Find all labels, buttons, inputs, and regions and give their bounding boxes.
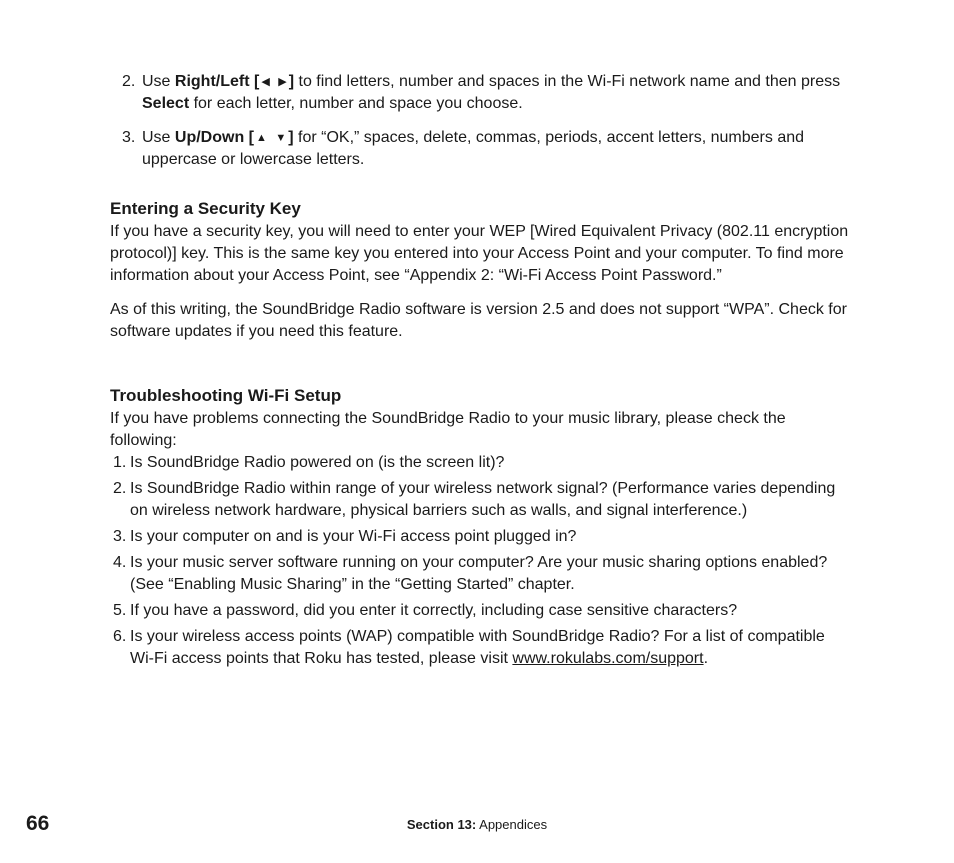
list-item: 6. Is your wireless access points (WAP) compatible with SoundBridge Radio? For a list of compatible Wi-Fi access points that Roku has tested, please visit www.rokulabs.com/support. [113,628,825,667]
step-2: 2. Use Right/Left [ ◀ ▶ ] to find letters, number and spaces in the Wi-Fi network name and then press Select for each letter, number and space you choose. [122,73,841,112]
step-number: 3. [122,129,136,146]
up-arrow-icon: ▲ [256,132,267,144]
right-arrow-icon: ▶ [278,76,287,88]
select-key-label: Select [142,95,190,112]
setup-steps [122,71,842,183]
list-item: 2. Is SoundBridge Radio within range of your wireless network signal? (Performance varies depending on wireless network hardware, physical barriers such as walls, and signal interference.) [113,480,836,519]
paragraph: If you have a security key, you will need to enter your WEP [Wired Equivalent Privacy (802.11 encryption protocol)] key. This is the same key you entered into your Access Point and your computer. To find more information about your Access Point, see “Appendix 2: “Wi-Fi Access Point Password.” [110,223,849,284]
page-footer [0,817,954,832]
section-heading: Entering a Security Key [110,199,301,218]
rokulabs-support-link[interactable]: www.rokulabs.com/support [512,650,704,667]
step-3: 3. Use Up/Down [ ▲ ▼ ] for “OK,” spaces, delete, commas, periods, accent letters, numbers and uppercase or lowercase letters. [122,129,805,168]
troubleshooting-list [110,452,850,670]
step-number: 2. [122,73,136,90]
left-arrow-icon: ◀ [261,76,270,88]
list-item: 4. Is your music server software running on your computer? Are your music sharing options enabled? (See “Enabling Music Sharing” in the “Getting Started” chapter. [113,554,828,593]
troubleshooting-section [110,384,850,674]
down-arrow-icon: ▼ [275,132,287,144]
list-item: 5. If you have a password, did you enter it correctly, including case sensitive characters? [113,602,738,619]
list-item: 1. Is SoundBridge Radio powered on (is the screen lit)? [113,454,505,471]
list-item: 3. Is your computer on and is your Wi-Fi access point plugged in? [113,528,577,545]
paragraph: If you have problems connecting the SoundBridge Radio to your music library, please check the following: [110,410,786,449]
footer-section-label: Section 13: [406,817,477,832]
up-down-key-label: Up/Down [ [174,129,254,146]
section-heading: Troubleshooting Wi-Fi Setup [110,386,342,405]
paragraph: As of this writing, the SoundBridge Radio software is version 2.5 and does not support “WPA”. Check for software updates if you need this feature. [110,301,847,340]
page-number: 66 [26,812,50,835]
right-left-key-label: Right/Left [ [174,73,260,90]
footer-section-title: Appendices [476,817,548,832]
security-key-section [110,197,850,355]
